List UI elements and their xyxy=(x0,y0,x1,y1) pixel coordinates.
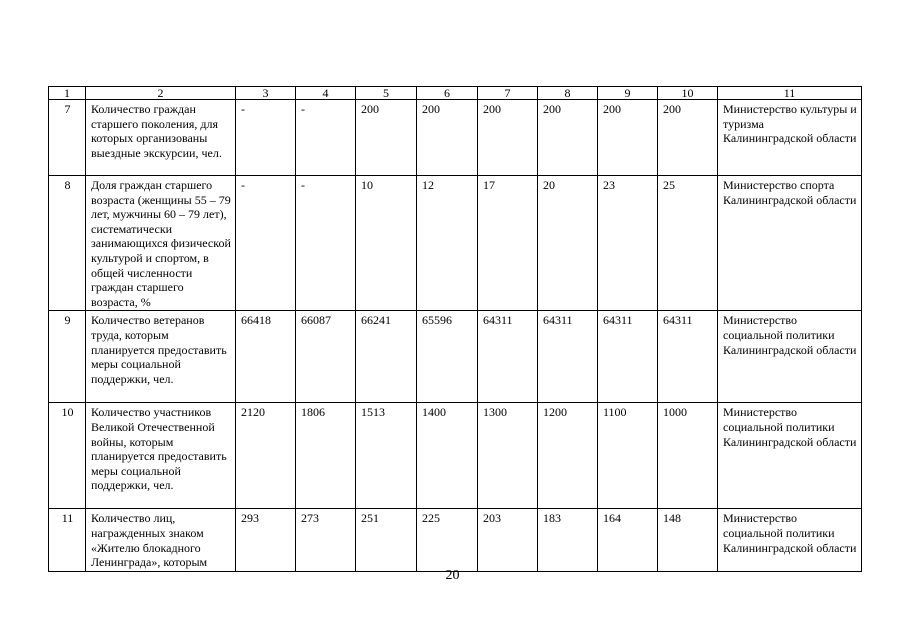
value-cell: - xyxy=(296,100,356,176)
column-header: 4 xyxy=(296,87,356,100)
indicator-name: Количество участников Великой Отечественной войны, которым планируется предоставить меры социальной поддержки, чел. xyxy=(86,403,236,509)
responsible-body: Министерство социальной политики Калининградской области xyxy=(718,403,862,509)
column-header: 8 xyxy=(538,87,598,100)
column-header: 5 xyxy=(356,87,417,100)
value-cell: 23 xyxy=(598,176,658,311)
value-cell: 1400 xyxy=(417,403,478,509)
column-header: 6 xyxy=(417,87,478,100)
column-header: 9 xyxy=(598,87,658,100)
value-cell: 12 xyxy=(417,176,478,311)
value-cell: 200 xyxy=(356,100,417,176)
table-row xyxy=(49,403,862,509)
value-cell: 225 xyxy=(417,509,478,571)
row-number: 7 xyxy=(49,100,86,176)
value-cell: 148 xyxy=(658,509,718,571)
value-cell: - xyxy=(236,100,296,176)
row-number: 8 xyxy=(49,176,86,311)
table-row xyxy=(49,311,862,403)
value-cell: 1000 xyxy=(658,403,718,509)
indicator-name: Количество граждан старшего поколения, для которых организованы выездные экскурсии, чел. xyxy=(86,100,236,176)
value-cell: 64311 xyxy=(658,311,718,403)
value-cell: 200 xyxy=(658,100,718,176)
column-header: 11 xyxy=(718,87,862,100)
value-cell: 293 xyxy=(236,509,296,571)
value-cell: 66418 xyxy=(236,311,296,403)
value-cell: 1513 xyxy=(356,403,417,509)
responsible-body: Министерство культуры и туризма Калининградской области xyxy=(718,100,862,176)
indicators-table xyxy=(48,86,862,572)
value-cell: 64311 xyxy=(598,311,658,403)
value-cell: 66241 xyxy=(356,311,417,403)
value-cell: 251 xyxy=(356,509,417,571)
responsible-body: Министерство социальной политики Калининградской области xyxy=(718,311,862,403)
value-cell: 200 xyxy=(417,100,478,176)
table-header-row xyxy=(49,87,862,100)
column-header: 3 xyxy=(236,87,296,100)
column-header: 10 xyxy=(658,87,718,100)
table-row xyxy=(49,100,862,176)
value-cell: 10 xyxy=(356,176,417,311)
table-row xyxy=(49,509,862,571)
column-header: 1 xyxy=(49,87,86,100)
value-cell: 66087 xyxy=(296,311,356,403)
value-cell: 164 xyxy=(598,509,658,571)
value-cell: 65596 xyxy=(417,311,478,403)
indicator-name: Доля граждан старшего возраста (женщины 55 – 79 лет, мужчины 60 – 79 лет), систематически занимающихся физической культурой и спортом, в общей численности граждан старшего возраста, % xyxy=(86,176,236,311)
value-cell: 64311 xyxy=(478,311,538,403)
responsible-body: Министерство спорта Калининградской области xyxy=(718,176,862,311)
value-cell: 2120 xyxy=(236,403,296,509)
value-cell: 1300 xyxy=(478,403,538,509)
value-cell: 203 xyxy=(478,509,538,571)
row-number: 9 xyxy=(49,311,86,403)
column-header: 7 xyxy=(478,87,538,100)
value-cell: 20 xyxy=(538,176,598,311)
value-cell: 25 xyxy=(658,176,718,311)
value-cell: 64311 xyxy=(538,311,598,403)
value-cell: - xyxy=(236,176,296,311)
value-cell: - xyxy=(296,176,356,311)
value-cell: 1806 xyxy=(296,403,356,509)
page-number: 20 xyxy=(445,568,460,583)
value-cell: 1100 xyxy=(598,403,658,509)
table-row xyxy=(49,176,862,311)
value-cell: 183 xyxy=(538,509,598,571)
value-cell: 200 xyxy=(478,100,538,176)
row-number: 11 xyxy=(49,509,86,571)
column-header: 2 xyxy=(86,87,236,100)
indicator-name: Количество ветеранов труда, которым планируется предоставить меры социальной поддержки, чел. xyxy=(86,311,236,403)
indicator-name: Количество лиц, награжденных знаком «Жителю блокадного Ленинграда», которым xyxy=(86,509,236,571)
row-number: 10 xyxy=(49,403,86,509)
value-cell: 200 xyxy=(538,100,598,176)
responsible-body: Министерство социальной политики Калининградской области xyxy=(718,509,862,571)
value-cell: 273 xyxy=(296,509,356,571)
value-cell: 1200 xyxy=(538,403,598,509)
value-cell: 200 xyxy=(598,100,658,176)
value-cell: 17 xyxy=(478,176,538,311)
